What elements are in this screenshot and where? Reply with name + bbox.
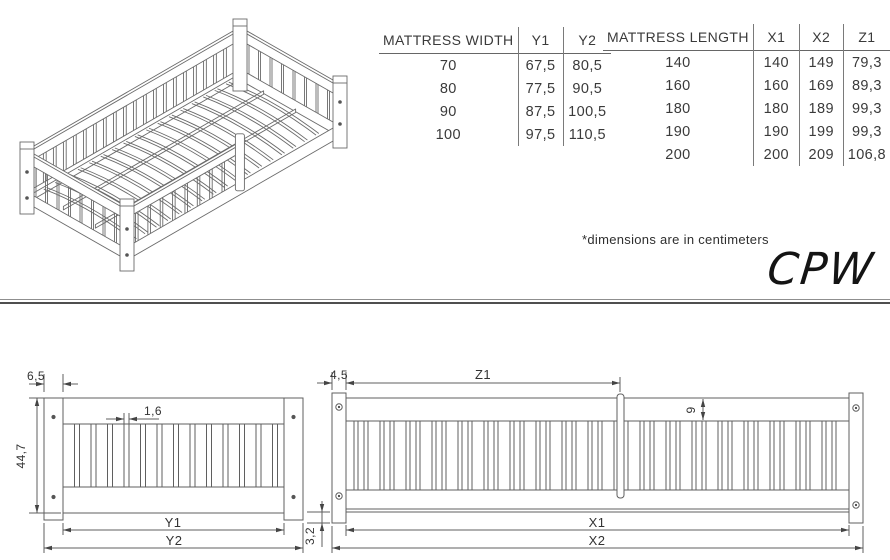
table-cell: 199 (799, 120, 843, 143)
table-cell: 89,3 (843, 74, 890, 97)
table-cell: 100,5 (563, 100, 611, 123)
table-cell: 70 (439, 57, 457, 74)
column-header: MATTRESS WIDTH (383, 32, 514, 48)
table-row (603, 97, 890, 120)
dim-label-front-outer-width: Y2 (165, 533, 183, 548)
table-row (603, 120, 890, 143)
table-cell: 209 (799, 143, 843, 166)
table-cell: 90 (439, 103, 457, 120)
table-cell: 180 (753, 97, 799, 120)
table-cell: 106,8 (843, 143, 890, 166)
table-cell: 99,3 (843, 120, 890, 143)
table-cell: 67,5 (518, 54, 563, 78)
section-divider (0, 299, 890, 304)
table-cell: 99,3 (843, 97, 890, 120)
column-header: Z1 (843, 24, 890, 51)
dim-label-side-inner-length: X1 (588, 515, 606, 530)
table-cell: 169 (799, 74, 843, 97)
table-cell: 79,3 (843, 51, 890, 75)
table-cell: 160 (665, 77, 691, 94)
dim-label-side-floor-gap: 3,2 (303, 527, 317, 545)
table-cell: 180 (665, 100, 691, 117)
table-cell: 140 (665, 54, 691, 71)
table-cell: 80,5 (563, 54, 611, 78)
table-cell: 110,5 (563, 123, 611, 146)
table-cell: 90,5 (563, 77, 611, 100)
dim-label-side-outer-length: X2 (588, 533, 606, 548)
table-cell: 200 (665, 146, 691, 163)
table-cell: 149 (799, 51, 843, 75)
column-header: X2 (799, 24, 843, 51)
table-cell: 97,5 (518, 123, 563, 146)
dim-label-side-rail-length: Z1 (475, 367, 491, 382)
side-view-drawing (307, 372, 863, 553)
table-cell: 200 (753, 143, 799, 166)
dim-label-front-frame-height: 44,7 (14, 443, 28, 469)
table-cell: 77,5 (518, 77, 563, 100)
table-row (379, 100, 611, 123)
column-header: Y2 (563, 27, 611, 54)
dim-label-front-inner-width: Y1 (164, 515, 182, 530)
table-cell: 100 (435, 126, 461, 143)
table-row (603, 51, 890, 75)
table-cell: 189 (799, 97, 843, 120)
table-row (379, 54, 611, 78)
table-cell: 80 (439, 80, 457, 97)
table-row (603, 74, 890, 97)
table-cell: 140 (753, 51, 799, 75)
cpw-logo: CPW (764, 244, 878, 295)
orthographic-views (0, 330, 890, 560)
mattress-length-table (603, 24, 890, 166)
column-header: X1 (753, 24, 799, 51)
table-row (379, 77, 611, 100)
table-row (603, 143, 890, 166)
mattress-length-table-grid (603, 24, 890, 166)
table-row (379, 123, 611, 146)
column-header: MATTRESS LENGTH (607, 29, 749, 45)
dim-label-side-rail-height: 9 (684, 406, 698, 414)
dim-label-front-slat-gap: 1,6 (144, 404, 162, 418)
dim-label-front-post-width: 6,5 (27, 369, 45, 383)
table-cell: 160 (753, 74, 799, 97)
table-cell: 190 (665, 123, 691, 140)
column-header: Y1 (518, 27, 563, 54)
table-cell: 87,5 (518, 100, 563, 123)
units-note: *dimensions are in centimeters (582, 232, 769, 247)
mattress-width-table-grid (379, 27, 611, 146)
dim-label-side-post-width: 4,5 (330, 368, 348, 382)
table-cell: 190 (753, 120, 799, 143)
bed-isometric-drawing (0, 0, 370, 310)
mattress-width-table (379, 27, 611, 146)
